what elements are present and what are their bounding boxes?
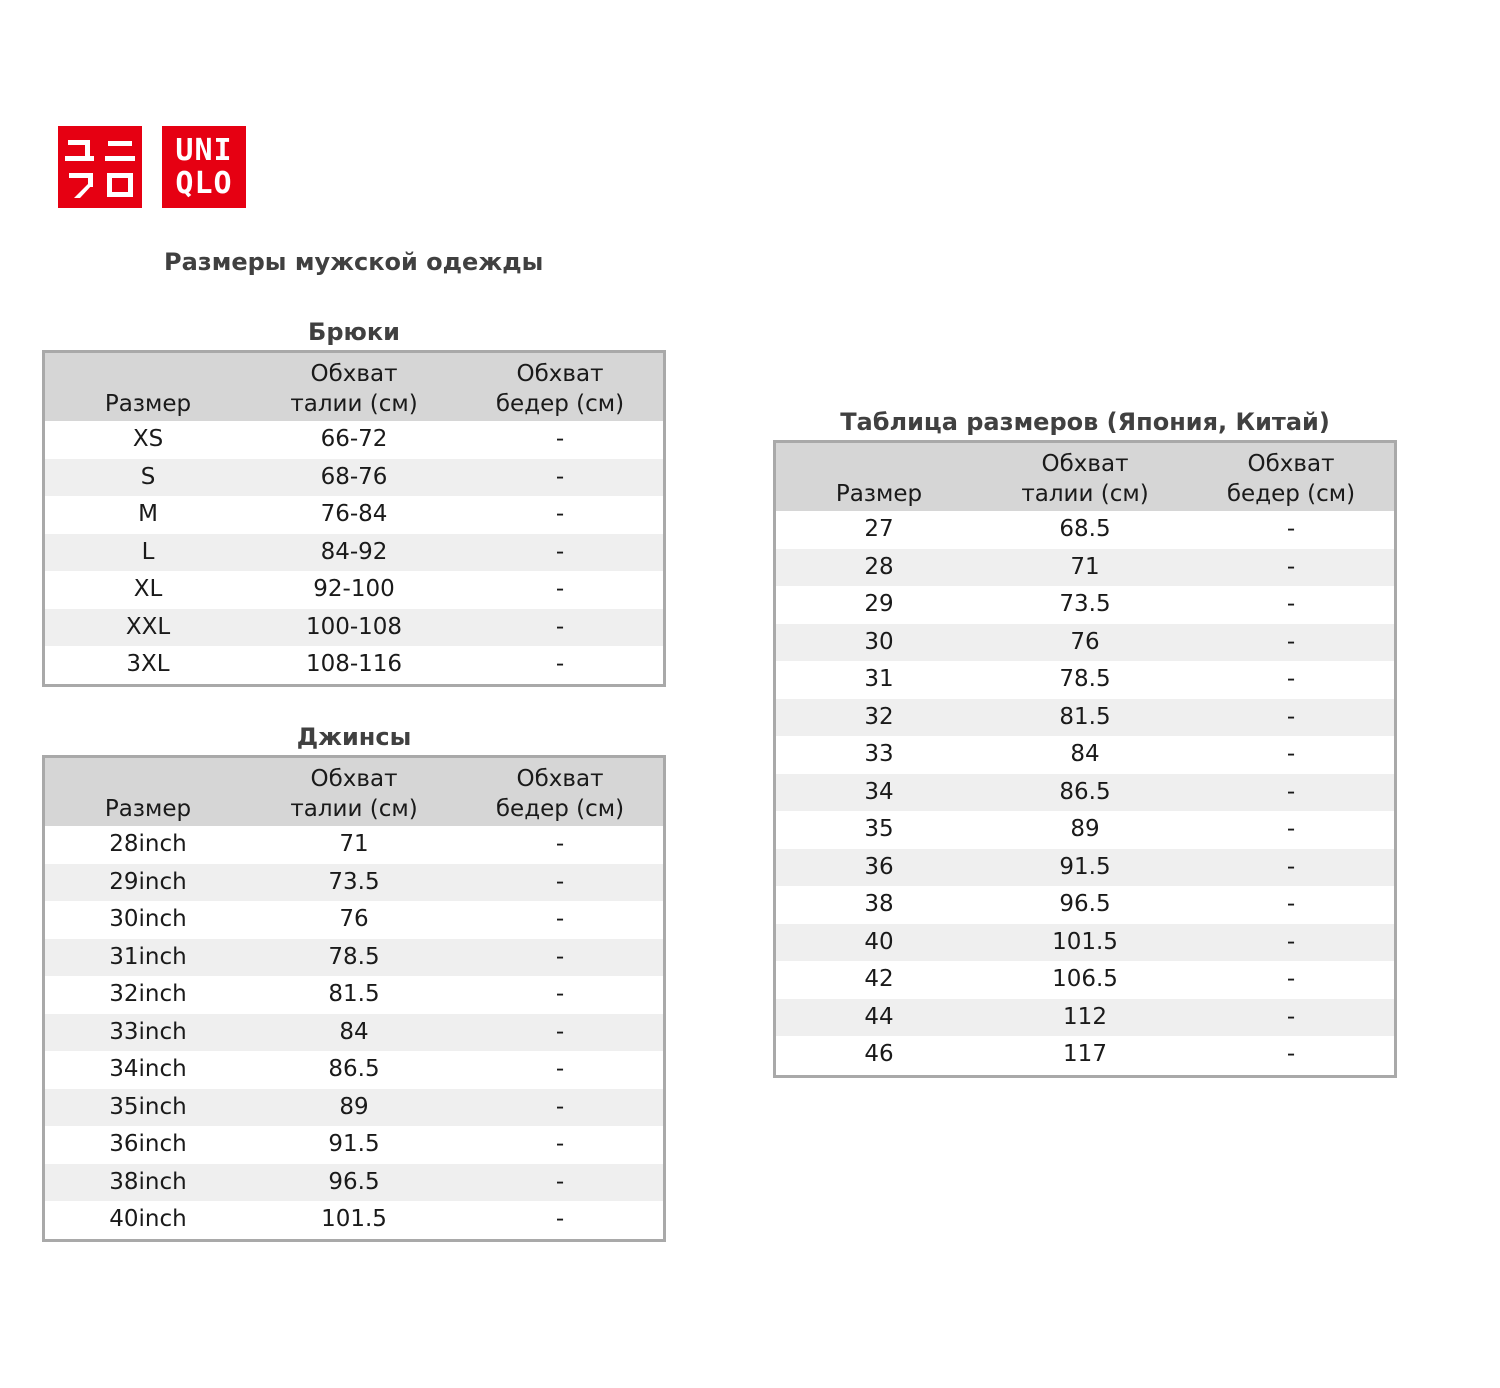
cell-size: 30 xyxy=(864,628,894,655)
cell-hips: - xyxy=(555,576,565,603)
uniqlo-katakana-logo xyxy=(58,126,142,208)
cell-hips: - xyxy=(555,1093,565,1120)
cell-waist: 71 xyxy=(339,831,369,858)
table-row xyxy=(45,421,663,459)
cell-hips: - xyxy=(1286,928,1296,955)
cell-size: 29 xyxy=(864,591,894,618)
header-size: Размер xyxy=(835,481,923,507)
cell-waist: 78.5 xyxy=(328,943,380,970)
cell-size: XS xyxy=(132,426,164,453)
pants-size-table xyxy=(42,350,666,687)
cell-waist: 101.5 xyxy=(321,1206,387,1233)
cell-waist: 96.5 xyxy=(1059,891,1111,918)
table-row xyxy=(45,826,663,864)
cell-waist: 108-116 xyxy=(305,651,403,678)
cell-waist: 66-72 xyxy=(320,426,388,453)
cell-size: 28 xyxy=(864,553,894,580)
table-row xyxy=(776,511,1394,549)
cell-waist: 86.5 xyxy=(1059,778,1111,805)
cell-hips: - xyxy=(1286,628,1296,655)
header-size: Размер xyxy=(104,796,192,822)
cell-waist: 92-100 xyxy=(313,576,395,603)
cell-waist: 73.5 xyxy=(328,868,380,895)
japan-size-table xyxy=(773,440,1397,1078)
cell-waist: 100-108 xyxy=(305,613,403,640)
table-row xyxy=(45,571,663,609)
table-row xyxy=(45,1126,663,1164)
cell-waist: 101.5 xyxy=(1052,928,1118,955)
cell-size: 33inch xyxy=(109,1018,187,1045)
cell-hips: - xyxy=(555,1056,565,1083)
cell-waist: 76 xyxy=(1070,628,1100,655)
cell-waist: 89 xyxy=(1070,816,1100,843)
cell-size: 29inch xyxy=(109,868,187,895)
cell-size: 34 xyxy=(864,778,894,805)
cell-hips: - xyxy=(1286,853,1296,880)
cell-hips: - xyxy=(1286,778,1296,805)
cell-hips: - xyxy=(1286,591,1296,618)
cell-size: 31inch xyxy=(109,943,187,970)
cell-hips: - xyxy=(1286,966,1296,993)
cell-size: 40 xyxy=(864,928,894,955)
cell-hips: - xyxy=(1286,666,1296,693)
cell-hips: - xyxy=(1286,1003,1296,1030)
table-row xyxy=(776,849,1394,887)
cell-hips: - xyxy=(1286,741,1296,768)
cell-waist: 84 xyxy=(339,1018,369,1045)
cell-hips: - xyxy=(555,463,565,490)
cell-size: 36 xyxy=(864,853,894,880)
cell-hips: - xyxy=(555,1206,565,1233)
cell-hips: - xyxy=(1286,703,1296,730)
cell-waist: 86.5 xyxy=(328,1056,380,1083)
cell-size: 35inch xyxy=(109,1093,187,1120)
logo-line-1: UNI xyxy=(175,133,233,168)
cell-size: 44 xyxy=(864,1003,894,1030)
table-row xyxy=(45,1201,663,1239)
cell-hips: - xyxy=(555,613,565,640)
cell-waist: 96.5 xyxy=(328,1168,380,1195)
table-row xyxy=(45,646,663,684)
cell-hips: - xyxy=(555,943,565,970)
cell-size: 36inch xyxy=(109,1131,187,1158)
header-hips: Обхват бедер (см) xyxy=(495,361,625,417)
cell-hips: - xyxy=(555,538,565,565)
cell-size: 30inch xyxy=(109,906,187,933)
table-row xyxy=(776,924,1394,962)
cell-hips: - xyxy=(555,1131,565,1158)
katakana-logo-glyphs xyxy=(58,126,142,208)
cell-hips: - xyxy=(555,906,565,933)
cell-hips: - xyxy=(1286,1041,1296,1068)
cell-waist: 68.5 xyxy=(1059,516,1111,543)
table-row xyxy=(776,699,1394,737)
table-header xyxy=(776,443,1394,511)
cell-waist: 91.5 xyxy=(1059,853,1111,880)
cell-waist: 84-92 xyxy=(320,538,388,565)
cell-waist: 78.5 xyxy=(1059,666,1111,693)
table-row xyxy=(45,496,663,534)
table-row xyxy=(776,549,1394,587)
table-row xyxy=(45,534,663,572)
cell-size: L xyxy=(141,538,155,565)
cell-size: M xyxy=(138,501,158,528)
table-row xyxy=(45,609,663,647)
cell-size: 32 xyxy=(864,703,894,730)
table-row xyxy=(45,1164,663,1202)
cell-hips: - xyxy=(1286,816,1296,843)
cell-size: 33 xyxy=(864,741,894,768)
cell-hips: - xyxy=(1286,891,1296,918)
page-title: Размеры мужской одежды xyxy=(164,248,544,276)
jeans-table-title: Джинсы xyxy=(296,723,412,751)
logo-line-2: QLO xyxy=(175,166,233,201)
table-row xyxy=(45,864,663,902)
table-row xyxy=(776,961,1394,999)
cell-waist: 68-76 xyxy=(320,463,388,490)
table-row xyxy=(776,774,1394,812)
cell-waist: 73.5 xyxy=(1059,591,1111,618)
cell-size: 42 xyxy=(864,966,894,993)
table-row xyxy=(45,976,663,1014)
uniqlo-latin-logo xyxy=(162,126,246,208)
header-size: Размер xyxy=(104,391,192,417)
table-header xyxy=(45,353,663,421)
cell-hips: - xyxy=(1286,553,1296,580)
table-row xyxy=(45,939,663,977)
cell-size: 27 xyxy=(864,516,894,543)
table-row xyxy=(776,661,1394,699)
japan-table-title: Таблица размеров (Япония, Китай) xyxy=(840,408,1330,436)
cell-size: 35 xyxy=(864,816,894,843)
cell-hips: - xyxy=(555,426,565,453)
cell-waist: 76 xyxy=(339,906,369,933)
table-row xyxy=(776,1036,1394,1074)
cell-hips: - xyxy=(555,501,565,528)
table-row xyxy=(45,1089,663,1127)
header-waist: Обхват талии (см) xyxy=(290,361,418,417)
header-waist: Обхват талии (см) xyxy=(290,766,418,822)
table-row xyxy=(45,901,663,939)
cell-waist: 84 xyxy=(1070,741,1100,768)
cell-size: XL xyxy=(133,576,163,603)
table-header xyxy=(45,758,663,826)
cell-waist: 117 xyxy=(1063,1041,1107,1068)
cell-size: 31 xyxy=(864,666,894,693)
pants-table-title: Брюки xyxy=(308,318,400,346)
cell-size: 3XL xyxy=(126,651,170,678)
cell-waist: 89 xyxy=(339,1093,369,1120)
cell-hips: - xyxy=(555,1018,565,1045)
cell-waist: 81.5 xyxy=(1059,703,1111,730)
cell-hips: - xyxy=(555,981,565,1008)
header-hips: Обхват бедер (см) xyxy=(1226,451,1356,507)
cell-hips: - xyxy=(555,831,565,858)
table-row xyxy=(776,811,1394,849)
cell-size: S xyxy=(140,463,156,490)
cell-waist: 106.5 xyxy=(1052,966,1118,993)
jeans-size-table xyxy=(42,755,666,1242)
table-row xyxy=(776,886,1394,924)
cell-size: 38 xyxy=(864,891,894,918)
cell-hips: - xyxy=(555,651,565,678)
header-waist: Обхват талии (см) xyxy=(1021,451,1149,507)
cell-size: 46 xyxy=(864,1041,894,1068)
table-row xyxy=(776,624,1394,662)
cell-size: 40inch xyxy=(109,1206,187,1233)
cell-waist: 76-84 xyxy=(320,501,388,528)
cell-waist: 91.5 xyxy=(328,1131,380,1158)
cell-size: 38inch xyxy=(109,1168,187,1195)
cell-waist: 112 xyxy=(1063,1003,1107,1030)
table-row xyxy=(45,1051,663,1089)
table-row xyxy=(45,1014,663,1052)
table-row xyxy=(776,999,1394,1037)
cell-size: 28inch xyxy=(109,831,187,858)
cell-waist: 81.5 xyxy=(328,981,380,1008)
cell-waist: 71 xyxy=(1070,553,1100,580)
cell-hips: - xyxy=(1286,516,1296,543)
cell-size: 32inch xyxy=(109,981,187,1008)
table-row xyxy=(45,459,663,497)
cell-hips: - xyxy=(555,1168,565,1195)
cell-size: XXL xyxy=(125,613,171,640)
cell-hips: - xyxy=(555,868,565,895)
cell-size: 34inch xyxy=(109,1056,187,1083)
header-hips: Обхват бедер (см) xyxy=(495,766,625,822)
table-row xyxy=(776,736,1394,774)
table-row xyxy=(776,586,1394,624)
